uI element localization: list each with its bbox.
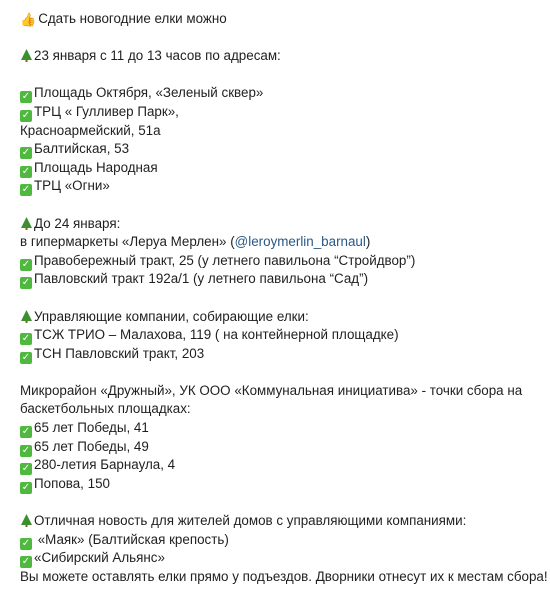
check-mark-button-icon: ✓: [21, 333, 31, 345]
check-mark-button-icon: ✓: [21, 109, 31, 121]
list-item: ✓ Площадь Народная: [21, 159, 158, 177]
check-mark-button-icon: ✓: [21, 444, 31, 456]
section-heading: Управляющие компании, собирающие елки:: [20, 308, 538, 327]
christmas-tree-icon: [20, 49, 33, 62]
check-mark-button-icon: ✓: [21, 556, 31, 568]
section-heading: Отличная новость для жителей домов с управляющими компаниями:: [20, 512, 538, 531]
list-item: ✓ «Сибирский Альянс»: [21, 550, 165, 568]
section-heading: 23 января с 11 до 13 часов по адресам:: [20, 47, 538, 66]
section-intro: в гипермаркеты «Леруа Мерлен» (@leroymerlin_barnaul): [20, 234, 371, 250]
list-item: ✓ ТСЖ ТРИО – Малахова, 119 ( на контейнерной площадке): [21, 327, 399, 345]
list-item-continuation: Красноармейский, 51а: [20, 122, 161, 138]
check-mark-button-icon: ✓: [21, 91, 31, 103]
check-mark-button-icon: ✓: [21, 537, 31, 549]
list-item: ✓ Площадь Октября, «Зеленый сквер»: [21, 85, 264, 103]
list-item: ✓ ТРЦ « Гулливер Парк»,: [21, 103, 179, 121]
section-text: баскетбольных площадках:: [20, 401, 191, 417]
list-item: ✓ ТРЦ «Огни»: [21, 178, 110, 196]
list-item: ✓ Правобережный тракт, 25 (у летнего павильона “Стройдвор”): [21, 252, 416, 270]
post-title: Сдать новогодние елки можно: [38, 11, 227, 26]
check-mark-button-icon: ✓: [21, 165, 31, 177]
check-mark-button-icon: ✓: [21, 426, 31, 438]
list-item: ✓ Балтийская, 53: [21, 141, 130, 159]
check-mark-button-icon: ✓: [21, 147, 31, 159]
check-mark-button-icon: ✓: [21, 258, 31, 270]
list-item: ✓ 65 лет Победы, 49: [21, 438, 149, 456]
section-heading: До 24 января:: [20, 215, 538, 234]
thumbs-up-icon: 👍: [20, 13, 37, 28]
mention-link[interactable]: @leroymerlin_barnaul: [234, 234, 366, 250]
check-mark-button-icon: ✓: [21, 481, 31, 493]
list-item: ✓ ТСН Павловский тракт, 203: [21, 345, 205, 363]
check-mark-button-icon: ✓: [21, 351, 31, 363]
post-title-line: [20, 10, 538, 29]
check-mark-button-icon: ✓: [21, 277, 31, 289]
post-footer-text: Вы можете оставлять елки прямо у подъездов. Дворники отнесут их к местам сбора!: [20, 568, 548, 584]
section-text: Микрорайон «Дружный», УК ООО «Коммунальная инициатива» - точки сбора на: [20, 382, 523, 398]
list-item: ✓ 280-летия Барнаула, 4: [21, 457, 176, 475]
list-item: ✓ Павловский тракт 192а/1 (у летнего павильона “Сад”): [21, 271, 369, 289]
list-item: ✓ 65 лет Победы, 41: [21, 420, 149, 438]
check-mark-button-icon: ✓: [21, 184, 31, 196]
christmas-tree-icon: [20, 217, 33, 230]
christmas-tree-icon: [20, 310, 33, 323]
check-mark-button-icon: ✓: [21, 463, 31, 475]
list-item: ✓ «Маяк» (Балтийская крепость): [21, 531, 229, 549]
christmas-tree-icon: [20, 514, 33, 527]
list-item: ✓ Попова, 150: [21, 475, 110, 493]
